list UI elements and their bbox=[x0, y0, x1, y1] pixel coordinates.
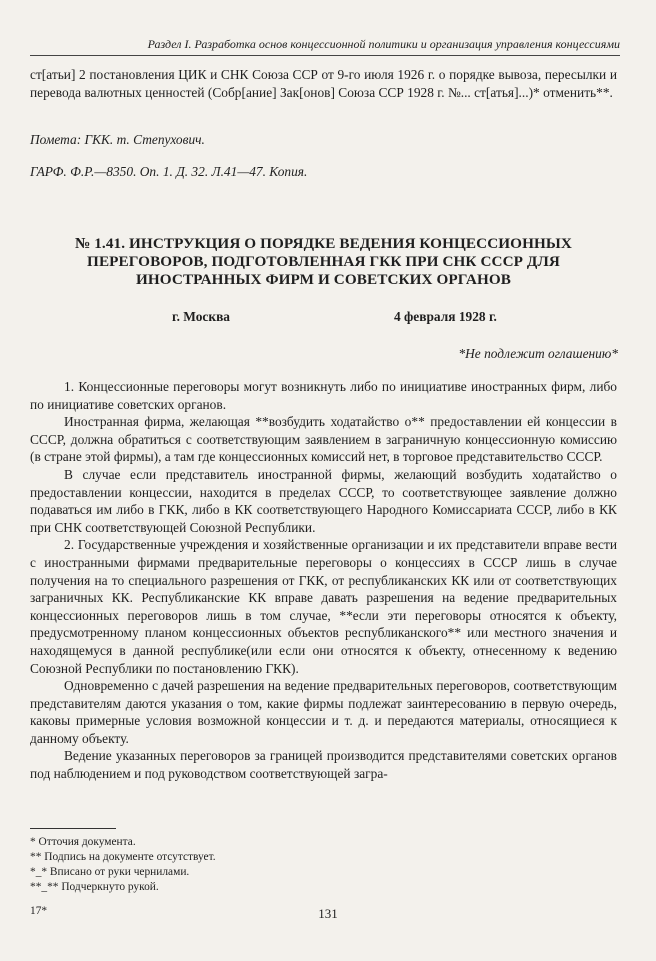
printer-signature-mark: 17* bbox=[30, 905, 48, 917]
footnote-2: ** Подпись на документе отсутствует. bbox=[30, 851, 216, 863]
paragraph-5: Одновременно с дачей разрешения на ведение предварительных переговоров, соответствующим представителям даются указания о том, какие фирмы подлежат заинтересованию в первую очередь, каковы примерные условия возможной концессии и т. д. и передаются материалы, относящиеся к данному объекту. bbox=[30, 678, 617, 746]
archive-reference: ГАРФ. Ф.Р.—8350. Оп. 1. Д. 32. Л.41—47. Копия. bbox=[30, 164, 308, 179]
handwritten-note: Помета: ГКК. т. Степухович. bbox=[30, 132, 205, 147]
paragraph-1: 1. Концессионные переговоры могут возникнуть либо по инициативе иностранных фирм, либо по инициативе советских органов. bbox=[30, 379, 617, 412]
classification-stamp: *Не подлежит оглашению* bbox=[458, 346, 618, 361]
footnote-3: *_* Вписано от руки чернилами. bbox=[30, 866, 190, 878]
document-place: г. Москва bbox=[172, 309, 231, 324]
paragraph-4: 2. Государственные учреждения и хозяйственные организации и их представители вправе вести с иностранными фирмами предварительные переговоры о концессиях в СССР лишь в случае получения на то специального разрешения от ГКК, от республиканских КК или от соответствующих заграничных КК. Республиканские КК вправе давать разрешения на ведение предварительных концессионных переговоров лишь в том случае, **если эти переговоры относятся к объекту, предусмотренному планом концессионных объектов республиканского** или местного значения и находящемуся в данной республике(или если они относятся к объекту, отнесенному к ведению Союзной Республики по постановлению ГКК). bbox=[30, 537, 617, 676]
footnote-4: **_** Подчеркнуто рукой. bbox=[30, 881, 159, 893]
previous-document-text: ст[атьи] 2 постановления ЦИК и СНК Союза ССР от 9-го июля 1926 г. о порядке вывоза, пересылки и перевода валютных ценностей (Собр[ание] Зак[онов] Союза ССР 1928 г. №... ст[атья]...)* отменить**. bbox=[30, 67, 617, 100]
paragraph-6: Ведение указанных переговоров за границей производится представителями советских органов под наблюдением и под руководством соответствующей загра- bbox=[30, 748, 617, 782]
paragraph-3: В случае если представитель иностранной фирмы, желающий возбудить ходатайство о предоставлении концессии, находится в пределах СССР, то соответствующее заявление должно подаваться им либо в ГКК, либо в КК соответствующего Народного Комиссариата СССР, либо в КК при СНК соответствующей Союзной Республики. bbox=[30, 466, 617, 535]
page-number: 131 bbox=[318, 906, 338, 921]
previous-document-tail bbox=[30, 66, 617, 101]
footnote-divider bbox=[30, 828, 116, 829]
document-date: 4 февраля 1928 г. bbox=[394, 309, 497, 324]
paragraph-2: Иностранная фирма, желающая **возбудить ходатайство о** предоставлении ей концессии в СССР, должна обратиться с соответствующим заявлением в заграничную концессионную комиссию (в стране этой фирмы), а там где концессионных комиссий нет, в торговое представительство СССР. bbox=[30, 414, 617, 465]
running-header: Раздел I. Разработка основ концессионной политики и организация управления концессиями bbox=[30, 37, 620, 56]
footnotes bbox=[30, 835, 216, 895]
footnote-1: * Отточия документа. bbox=[30, 836, 136, 848]
document-title: № 1.41. ИНСТРУКЦИЯ О ПОРЯДКЕ ВЕДЕНИЯ КОНЦЕССИОННЫХ ПЕРЕГОВОРОВ, ПОДГОТОВЛЕННАЯ ГКК ПРИ СНК СССР ДЛЯ ИНОСТРАННЫХ ФИРМ И СОВЕТСКИХ ОРГАНОВ bbox=[74, 235, 573, 288]
document-body bbox=[30, 378, 617, 783]
